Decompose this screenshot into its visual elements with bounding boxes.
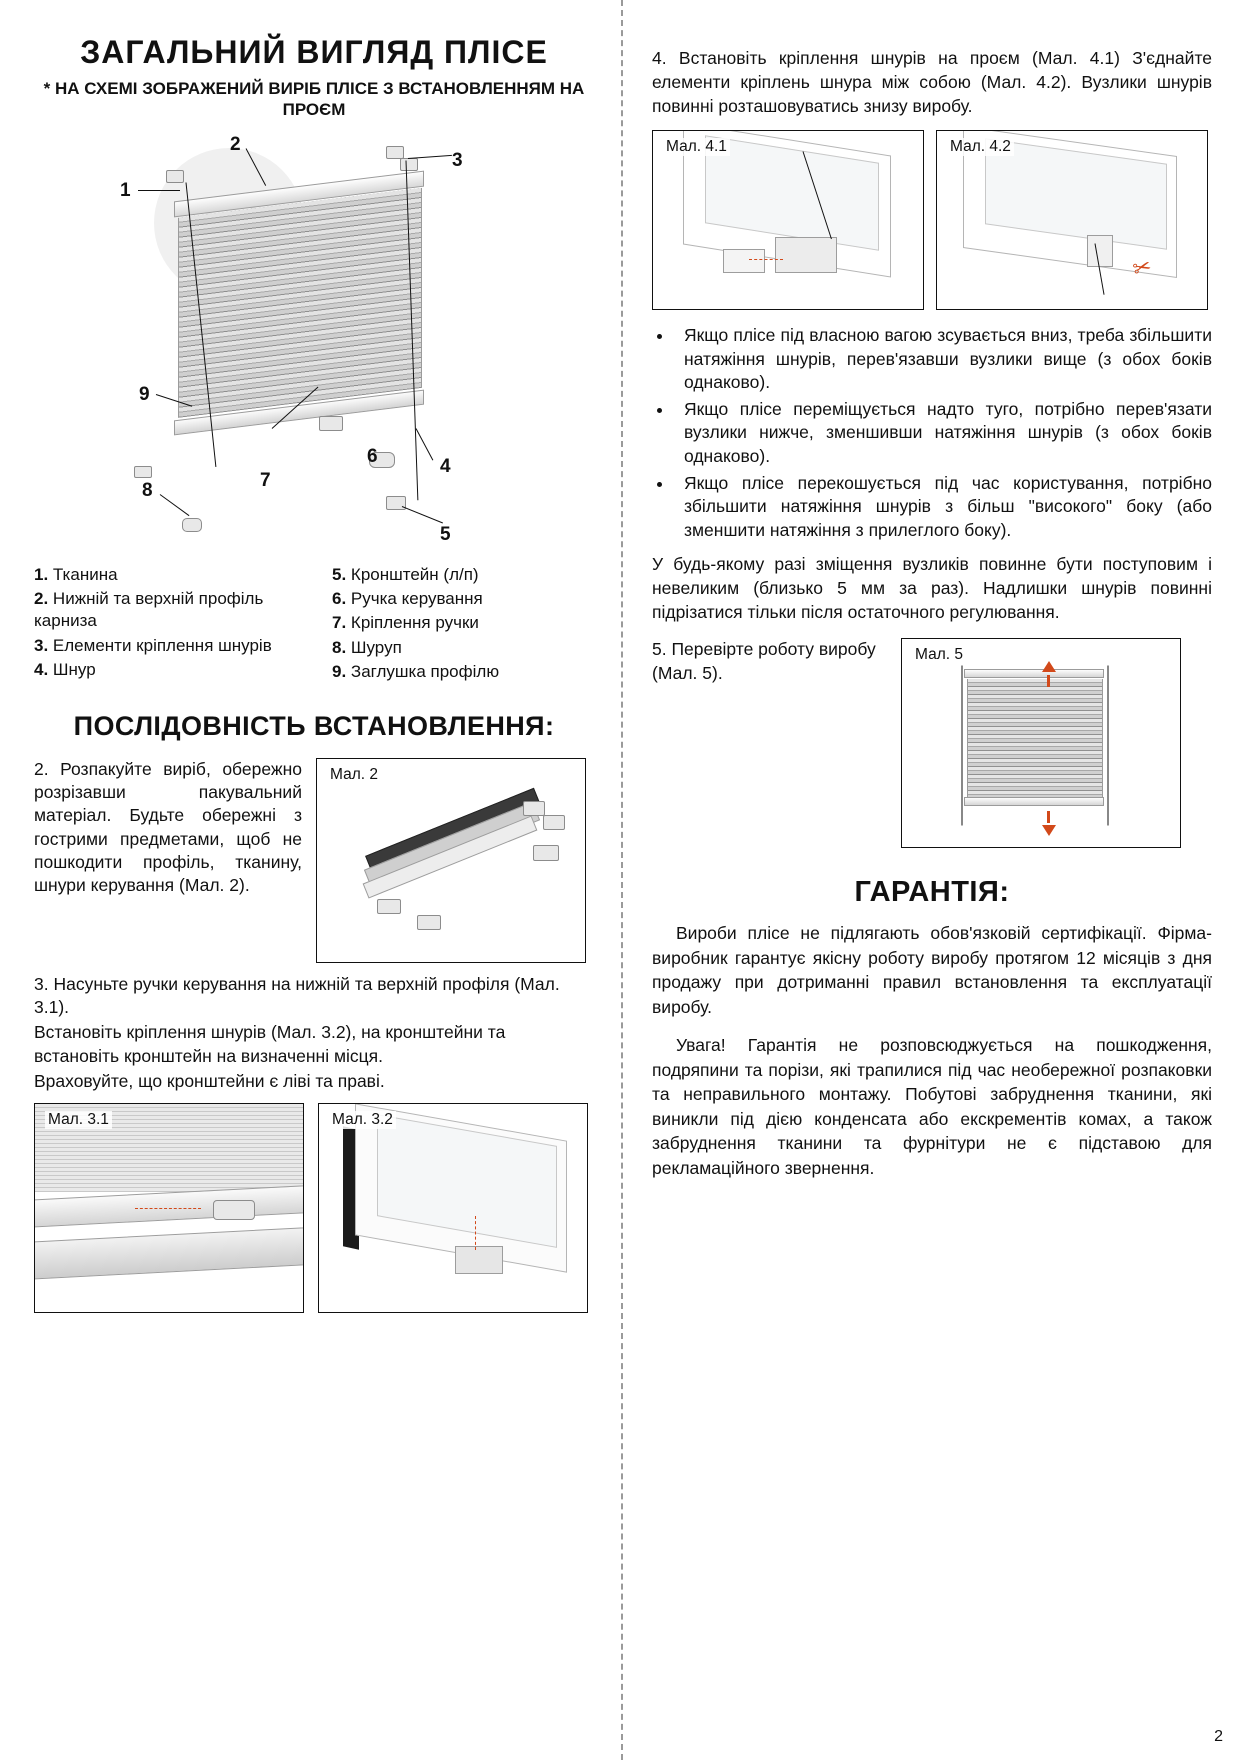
legend-num: 9. — [332, 661, 347, 681]
legend-text: Шуруп — [350, 637, 402, 657]
handle-on-profile — [213, 1200, 255, 1220]
callout-9: 9 — [139, 384, 150, 406]
legend-num: 1. — [34, 565, 49, 585]
overview-diagram — [34, 128, 594, 558]
warranty-paragraph-2: Увага! Гарантія не розповсюджується на пошкодження, подряпини та порізи, які трапилися під час необережної розпаковки та неправильного монтажу. Побутові забруднення тканини, які виникли під дією конденсата або екскрементів комах, а також забруднення тканини та фурнітури не є підставою для рекламаційного звернення. — [652, 1035, 1212, 1178]
figure-2-label: Мал. 2 — [327, 766, 381, 784]
legend-item — [332, 564, 592, 586]
legend-column-1 — [34, 564, 314, 684]
legend-item — [332, 612, 592, 634]
leader-8 — [160, 494, 190, 516]
callout-8: 8 — [142, 480, 153, 502]
figure-4-1-label: Мал. 4.1 — [663, 138, 730, 156]
bracket-top-left — [166, 170, 184, 183]
legend-num: 3. — [34, 635, 49, 655]
legend-text: Елементи кріплення шнурів — [52, 635, 272, 655]
legend-text: Заглушка профілю — [350, 661, 500, 681]
callout-3: 3 — [452, 150, 463, 172]
handle-clip — [319, 416, 343, 431]
legend-item — [332, 661, 592, 683]
legend-text: Ручка керування — [350, 589, 483, 609]
step-3-figures — [34, 1103, 594, 1313]
step-3-line-3: Враховуйте, що кронштейни є ліві та праві. — [34, 1070, 385, 1091]
step-3-text-block — [34, 973, 594, 1093]
callout-5: 5 — [440, 524, 451, 546]
legend-num: 2. — [34, 589, 49, 609]
page-number: 2 — [1214, 1728, 1223, 1745]
installation-section-title: ПОСЛІДОВНІСТЬ ВСТАНОВЛЕННЯ: — [73, 710, 555, 741]
legend-num: 6. — [332, 589, 347, 609]
figure-3-2 — [318, 1103, 588, 1313]
mini-bottom-rail — [964, 797, 1104, 806]
step-2-text: 2. Розпакуйте виріб, обережно розрізавши пакувальний матеріал. Будьте обережні з гострими предметами, щоб не пошкодити профіль, тканину, шнури керування (Мал. 2). — [34, 758, 302, 896]
loose-bracket-a — [523, 801, 545, 816]
legend-text: Тканина — [52, 565, 118, 585]
leader-5 — [402, 506, 443, 523]
legend-item — [34, 588, 314, 632]
legend-text: Кріплення ручки — [350, 613, 479, 633]
step-4-figures — [652, 130, 1212, 310]
figure-4-2-label: Мал. 4.2 — [947, 138, 1014, 156]
slide-arrow — [135, 1208, 201, 1209]
loose-bracket-c — [533, 845, 559, 861]
legend-item — [332, 588, 592, 610]
legend-item — [332, 637, 592, 659]
legend-item — [34, 564, 314, 586]
legend-num: 4. — [34, 659, 49, 679]
mount-arrow — [475, 1216, 476, 1250]
mini-head-rail — [964, 669, 1104, 678]
screw-bottom-left — [182, 518, 202, 532]
profile-lower-31 — [34, 1226, 304, 1280]
callout-6: 6 — [367, 446, 378, 468]
legend-item — [34, 635, 314, 657]
legend-num: 7. — [332, 613, 347, 633]
step-3-line-1: 3. Насуньте ручки керування на нижній та верхній профіля (Мал. 3.1). — [34, 973, 560, 1017]
loose-bracket-b — [543, 815, 565, 830]
adjustment-note: У будь-якому разі зміщення вузликів повинне бути поступовим і невеликим (близько 5 мм за раз). Надлишки шнурів повинні підрізатися тільки після остаточного регулювання. — [652, 553, 1212, 623]
leader-1 — [138, 190, 180, 191]
bullet-item: • Якщо пліcе перекошується під час користування, потрібно збільшити натяжіння шнурів з більш "високого" боку (або зменшити натяжіння з прилеглого боку). — [674, 472, 1212, 542]
step-2-block — [34, 758, 594, 963]
warranty-title: ГАРАНТІЯ: — [854, 876, 1010, 909]
warranty-paragraph-1: Вироби пліcе не підлягають обов'язковій сертифікації. Фірма-виробник гарантує якісну роботу виробу протягом 12 місяців з дня продажу при дотриманні правил встановлення та експлуатації виробу. — [652, 923, 1212, 1017]
loose-bracket-e — [417, 915, 441, 930]
step-5-block — [652, 638, 1212, 848]
figure-5 — [901, 638, 1181, 848]
legend-column-2 — [332, 564, 592, 684]
bracket-bottom-right — [386, 496, 406, 510]
tick-up — [1047, 675, 1050, 687]
figure-2 — [316, 758, 586, 963]
arrow-up-icon — [1042, 661, 1056, 672]
cord-fixing-plate — [775, 237, 837, 273]
step-3-line-2: Встановіть кріплення шнурів (Мал. 3.2), на кронштейни та встановіть кронштейн на визначенні місця. — [34, 1022, 506, 1066]
step-2-text-wrap — [34, 758, 302, 963]
left-column — [34, 34, 594, 1313]
right-column — [652, 46, 1212, 1194]
leader-4 — [416, 429, 434, 461]
callout-7: 7 — [260, 470, 271, 492]
mini-pleated-fabric — [967, 679, 1103, 797]
step-4-text: 4. Встановіть кріплення шнурів на проєм (Мал. 4.1) З'єднайте елементи кріплень шнура між собою (Мал. 4.2). Вузлики шнурів повинні розташовуватись знизу виробу. — [652, 48, 1212, 117]
mini-blind-illustration — [964, 669, 1104, 809]
scissors-icon: ✂ — [1129, 253, 1155, 283]
figure-4-1 — [652, 130, 924, 310]
callout-4: 4 — [440, 456, 451, 478]
legend-item — [34, 659, 314, 681]
figure-3-1-label: Мал. 3.1 — [45, 1111, 112, 1129]
figure-4-2 — [936, 130, 1208, 310]
cord-fixing-plate-2 — [723, 249, 765, 273]
callout-1: 1 — [120, 180, 131, 202]
legend-text: Кронштейн (л/п) — [350, 565, 479, 585]
cord-bracket — [455, 1246, 503, 1274]
loose-bracket-d — [377, 899, 401, 914]
legend — [34, 564, 594, 684]
callout-2: 2 — [230, 134, 241, 156]
mini-cord-right — [1108, 666, 1109, 826]
arrow-down-icon — [1042, 825, 1056, 836]
legend-text: Нижній та верхній профіль карниза — [34, 589, 264, 631]
legend-text: Шнур — [52, 659, 96, 679]
adjustment-bullets — [652, 324, 1212, 541]
end-cap-left — [134, 466, 152, 478]
pleated-blind-illustration — [174, 171, 424, 442]
figure-3-1 — [34, 1103, 304, 1313]
page-divider — [621, 0, 623, 1760]
connect-arrow-41 — [749, 259, 783, 260]
tick-down — [1047, 811, 1050, 823]
pleated-fabric — [178, 188, 422, 418]
legend-num: 5. — [332, 565, 347, 585]
legend-num: 8. — [332, 637, 347, 657]
page-title: ЗАГАЛЬНИЙ ВИГЛЯД ПЛІСЕ — [80, 34, 548, 70]
bullet-item: • Якщо пліcе під власною вагою зсувається вниз, треба збільшити натяжіння шнурів, перев'язавши вузлики вище (з обох боків однаково). — [674, 324, 1212, 394]
cord-knot-block — [1087, 235, 1113, 267]
step-5-text: 5. Перевірте роботу виробу (Мал. 5). — [652, 639, 876, 683]
figure-3-2-label: Мал. 3.2 — [329, 1111, 396, 1129]
bullet-item: • Якщо пліcе переміщується надто туго, потрібно перев'язати вузлики нижче, зменшивши натяжіння шнурів (з обох боків однаково). — [674, 398, 1212, 468]
bracket-top-right-2 — [400, 158, 418, 171]
figure-5-label: Мал. 5 — [912, 646, 966, 664]
mini-cord-left — [962, 666, 963, 826]
page-subtitle: * НА СХЕМІ ЗОБРАЖЕНИЙ ВИРІБ ПЛІСЕ З ВСТАНОВЛЕННЯМ НА ПРОЄМ — [43, 78, 585, 119]
